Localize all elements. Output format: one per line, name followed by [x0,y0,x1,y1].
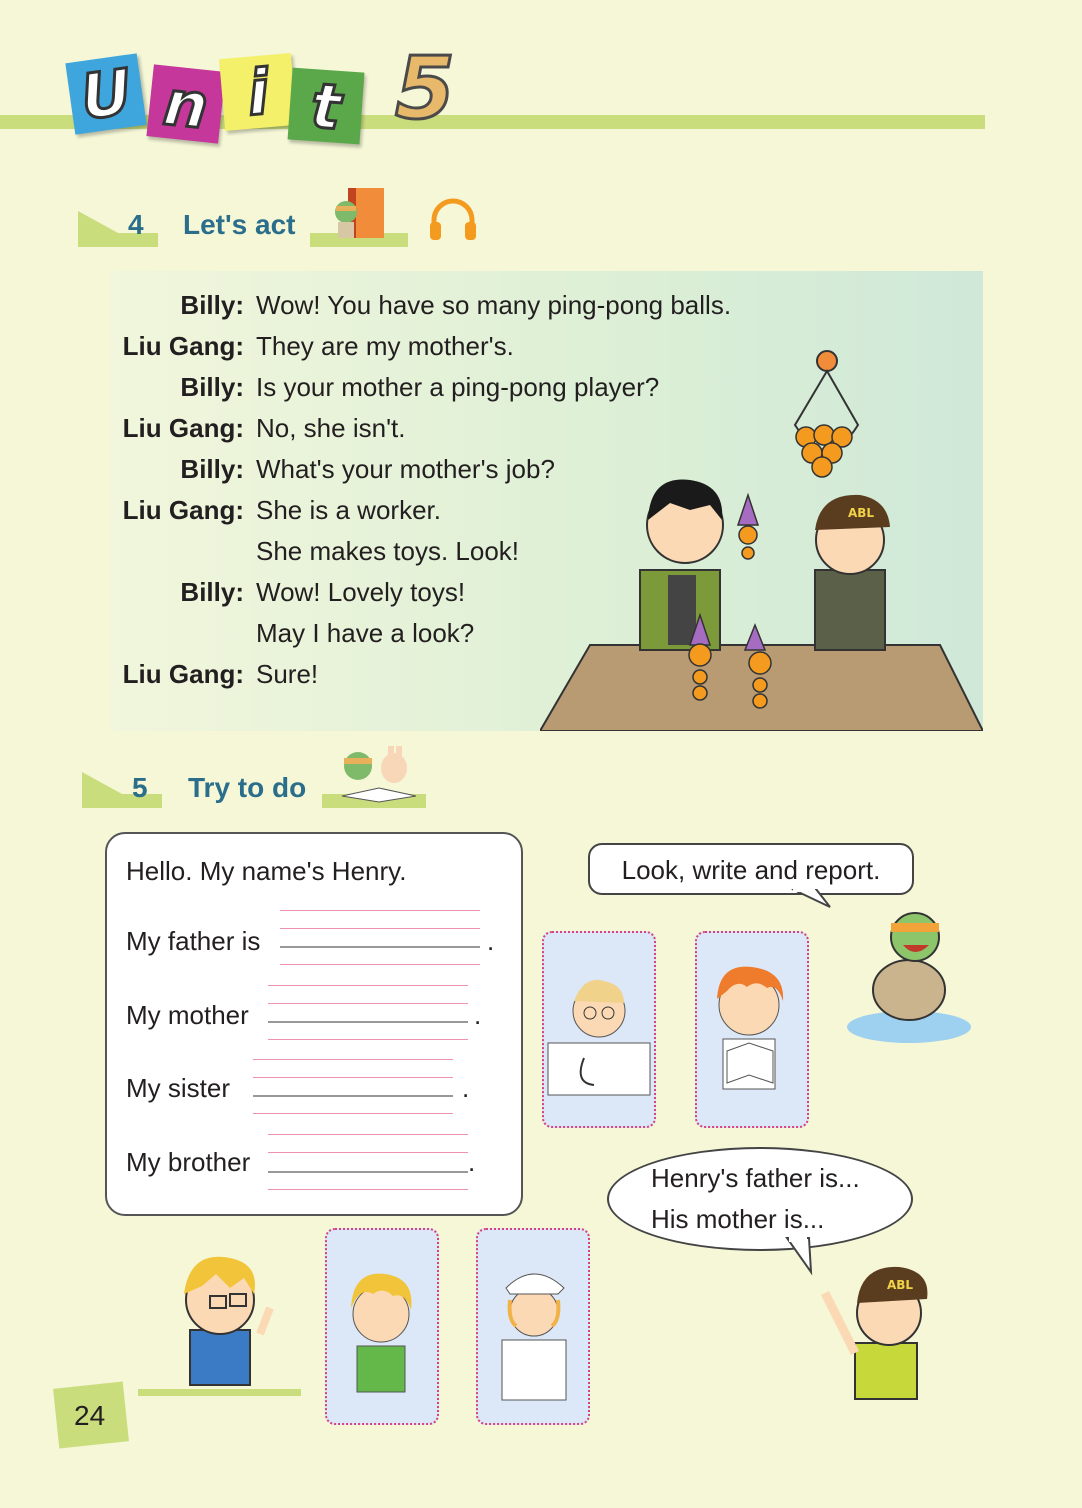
speaker-label: Liu Gang: [122,413,244,443]
speech-bubble-report [607,1147,913,1251]
bubble-text: Henry's father is... [651,1163,860,1193]
unit-tile-u: U [65,53,146,134]
section5-base-bar [82,794,162,808]
guide-line [253,1113,453,1114]
henry-ground-bar [138,1389,301,1396]
photo-card-brother [325,1228,439,1425]
end-mark: . [468,1147,476,1177]
answer-blank[interactable] [253,1095,453,1097]
answer-blank[interactable] [268,1171,468,1173]
henry-character [150,1238,280,1388]
boy-reading-illustration [697,933,807,1126]
guide-line [268,1134,468,1135]
dialogue-line: She makes toys. Look! [256,536,520,566]
guide-line [268,1039,468,1040]
photo-card-nurse [476,1228,590,1425]
unit-tile-n: n [146,64,225,143]
guide-line [280,964,480,965]
dialogue-line: No, she isn't. [256,413,406,443]
headphones-icon[interactable] [428,196,478,242]
section4-base-bar [78,233,158,247]
speaker-label: Billy: [180,454,244,484]
end-mark: . [487,926,495,956]
section5-number: 5 [132,772,148,803]
section4-number: 4 [128,209,144,240]
turtle-character [845,905,973,1045]
speech-bubble-instruction [588,843,914,895]
photo-card-doctor [542,931,656,1128]
nurse-illustration [478,1230,588,1423]
section4-title: Let's act [183,209,296,240]
guide-line [268,1152,468,1153]
doctor-illustration [544,933,654,1126]
speaker-label: Billy: [180,372,244,402]
reading-characters-icon [336,746,422,804]
form-line-label: My father is [126,926,261,956]
speaker-label: Billy: [180,290,244,320]
bubble-tail [790,889,834,914]
form-intro: Hello. My name's Henry. [126,856,407,886]
dialogue-line: What's your mother's job? [256,454,555,484]
speaker-label: Liu Gang: [122,659,244,689]
end-mark: . [474,1000,482,1030]
section5-wedge [82,772,122,794]
unit-number: 5 [395,39,455,139]
guide-line [280,928,480,929]
brother-illustration [327,1230,437,1423]
guide-line [268,985,468,986]
section5-title: Try to do [188,772,307,803]
act-scene-icon [330,186,386,240]
bubble-tail [785,1236,817,1281]
dialogue-line: Wow! You have so many ping-pong balls. [256,290,732,320]
billy-character [815,1253,945,1403]
guide-line [280,910,480,911]
form-line-label: My sister [126,1073,230,1103]
dialogue-line: Sure! [256,659,319,689]
speaker-label: Billy: [180,577,244,607]
guide-line [253,1059,453,1060]
dialogue-line: They are my mother's. [256,331,514,361]
guide-line [268,1189,468,1190]
dialogue-line: Wow! Lovely toys! [256,577,466,607]
toy-scene-illustration [540,345,983,731]
dialogue-line: She is a worker. [256,495,441,525]
photo-card-boy-reading [695,931,809,1128]
guide-line [253,1077,453,1078]
form-line-label: My mother [126,1000,249,1030]
cap-text: ABL [887,1278,914,1292]
bubble-text: His mother is... [651,1204,825,1234]
answer-blank[interactable] [280,946,480,948]
end-mark: . [462,1073,470,1103]
unit-tile-t: t [288,68,365,145]
speaker-label: Liu Gang: [122,495,244,525]
answer-blank[interactable] [268,1021,468,1023]
page-number: 24 [74,1400,106,1431]
form-line-label: My brother [126,1147,251,1177]
speaker-label: Liu Gang: [122,331,244,361]
dialogue-line: Is your mother a ping-pong player? [256,372,660,402]
unit-tile-i: i [219,53,297,131]
section4-wedge [78,211,118,233]
guide-line [268,1003,468,1004]
dialogue-line: May I have a look? [256,618,475,648]
bubble-text: Look, write and report. [621,855,881,885]
cap-text: ABL [848,506,875,520]
